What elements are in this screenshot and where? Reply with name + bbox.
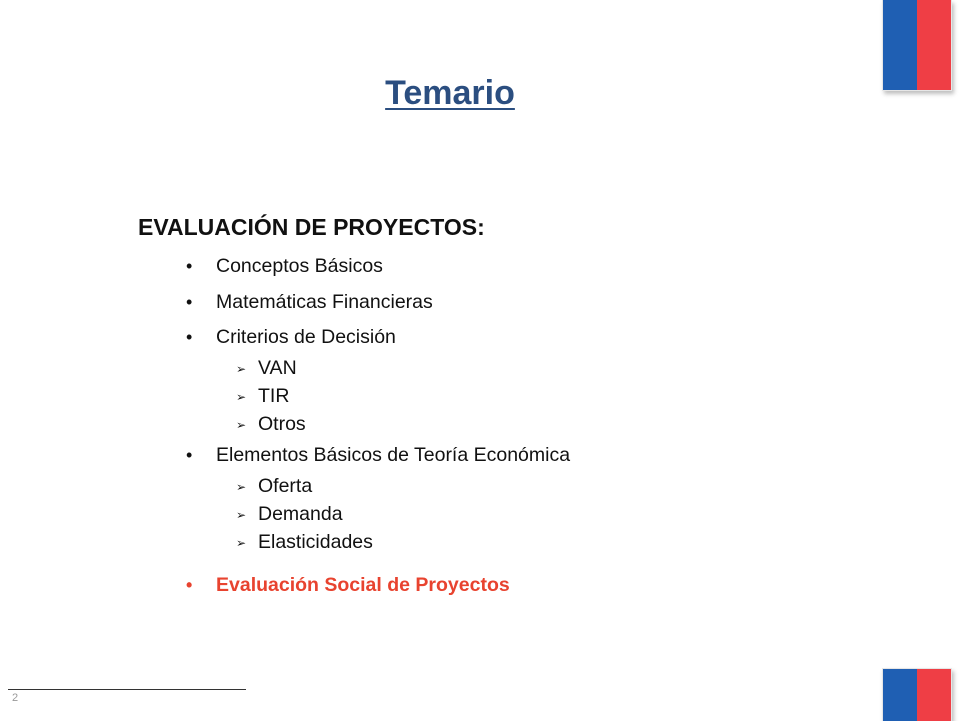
section-heading: EVALUACIÓN DE PROYECTOS: <box>138 214 485 240</box>
bullet-dot: • <box>186 327 193 347</box>
subitem-tir <box>236 385 289 408</box>
arrow-bullet-icon: ➢ <box>236 389 247 404</box>
subitem-van <box>236 357 297 380</box>
flag-red-stripe <box>917 0 951 90</box>
subitem-label: Elasticidades <box>258 531 373 553</box>
arrow-bullet-icon: ➢ <box>236 479 247 494</box>
bullet-dot: • <box>186 292 193 312</box>
bullet-criterios-de-decision <box>186 326 396 349</box>
arrow-bullet-icon: ➢ <box>236 361 247 376</box>
arrow-bullet-icon: ➢ <box>236 507 247 522</box>
subitem-label: Oferta <box>258 475 313 497</box>
bullet-dot: • <box>186 575 193 595</box>
bullet-elementos-teoria-economica <box>186 444 570 467</box>
bullet-conceptos-basicos <box>186 255 383 278</box>
footer-divider <box>8 689 246 690</box>
subitem-otros <box>236 413 306 436</box>
arrow-bullet-icon: ➢ <box>236 417 247 432</box>
bullet-label: Evaluación Social de Proyectos <box>216 574 510 596</box>
bullet-matematicas-financieras <box>186 291 433 314</box>
arrow-bullet-icon: ➢ <box>236 535 247 550</box>
bullet-evaluacion-social <box>186 574 510 597</box>
subitem-label: Otros <box>258 413 306 435</box>
subitem-demanda <box>236 503 343 526</box>
bullet-dot: • <box>186 445 193 465</box>
flag-blue-stripe <box>883 669 917 721</box>
subitem-oferta <box>236 475 312 498</box>
bullet-dot: • <box>186 256 193 276</box>
subitem-label: VAN <box>258 357 297 379</box>
bullet-label: Elementos Básicos de Teoría Económica <box>216 444 571 466</box>
subitem-elasticidades <box>236 531 373 554</box>
flag-red-stripe <box>917 669 951 721</box>
subitem-label: Demanda <box>258 503 343 525</box>
page-number: 2 <box>12 692 19 704</box>
flag-decoration-bottom <box>882 668 952 721</box>
subitem-label: TIR <box>258 385 290 407</box>
bullet-label: Conceptos Básicos <box>216 255 383 277</box>
bullet-label: Criterios de Decisión <box>216 326 396 348</box>
bullet-label: Matemáticas Financieras <box>216 291 433 313</box>
slide-title: Temario <box>385 74 515 112</box>
